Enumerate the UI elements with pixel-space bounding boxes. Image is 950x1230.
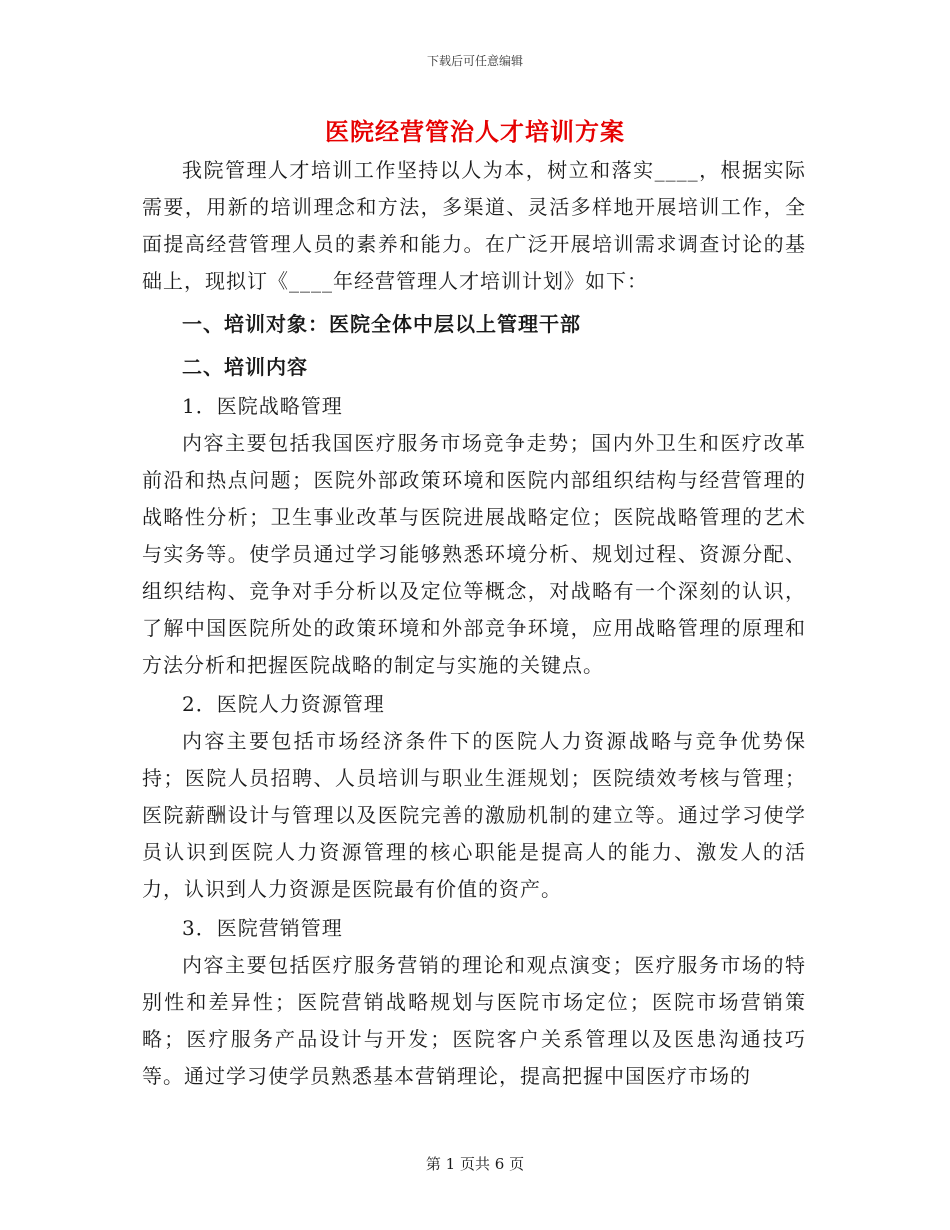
- item-text-strategy: 内容主要包括我国医疗服务市场竞争走势；国内外卫生和医疗改革前沿和热点问题；医院外部政策环境和医院内部组织结构与经营管理的战略性分析；卫生事业改革与医院进展战略定位；医院战略管理的艺术与实务等。使学员通过学习能够熟悉环境分析、规划过程、资源分配、组织结构、竞争对手分析以及定位等概念，对战略有一个深刻的认识，了解中国医院所处的政策环境和外部竞争环境，应用战略管理的原理和方法分析和把握医院战略的制定与实施的关键点。: [142, 431, 806, 677]
- section-heading-content: 二、培训内容: [182, 355, 308, 379]
- item-text-hr: 内容主要包括市场经济条件下的医院人力资源战略与竞争优势保持；医院人员招聘、人员培训与职业生涯规划；医院绩效考核与管理；医院薪酬设计与管理以及医院完善的激励机制的建立等。通过学习使学员认识到医院人力资源管理的核心职能是提高人的能力、激发人的活力，认识到人力资源是医院最有价值的资产。: [142, 729, 806, 901]
- section-heading-targets: 一、培训对象：医院全体中层以上管理干部: [182, 312, 581, 336]
- item-heading-hr: 2．医院人力资源管理: [182, 692, 385, 716]
- document-body: [142, 152, 806, 1095]
- header-note: 下载后可任意编辑: [426, 54, 523, 68]
- page-number: 第 1 页共 6 页: [425, 1155, 525, 1173]
- intro-paragraph: 我院管理人才培训工作坚持以人为本，树立和落实____，根据实际需要，用新的培训理念和方法，多渠道、灵活多样地开展培训工作，全面提高经营管理人员的素养和能力。在广泛开展培训需求调查讨论的基础上，现拟订《____年经营管理人才培训计划》如下：: [142, 158, 806, 293]
- document-title: 医院经营管治人才培训方案: [325, 117, 625, 146]
- item-text-marketing: 内容主要包括医疗服务营销的理论和观点演变；医疗服务市场的特别性和差异性；医院营销战略规划与医院市场定位；医院市场营销策略；医疗服务产品设计与开发；医院客户关系管理以及医患沟通技巧等。通过学习使学员熟悉基本营销理论，提高把握中国医疗市场的: [142, 953, 806, 1088]
- item-heading-marketing: 3．医院营销管理: [182, 916, 343, 940]
- item-heading-strategy: 1．医院战略管理: [182, 394, 343, 418]
